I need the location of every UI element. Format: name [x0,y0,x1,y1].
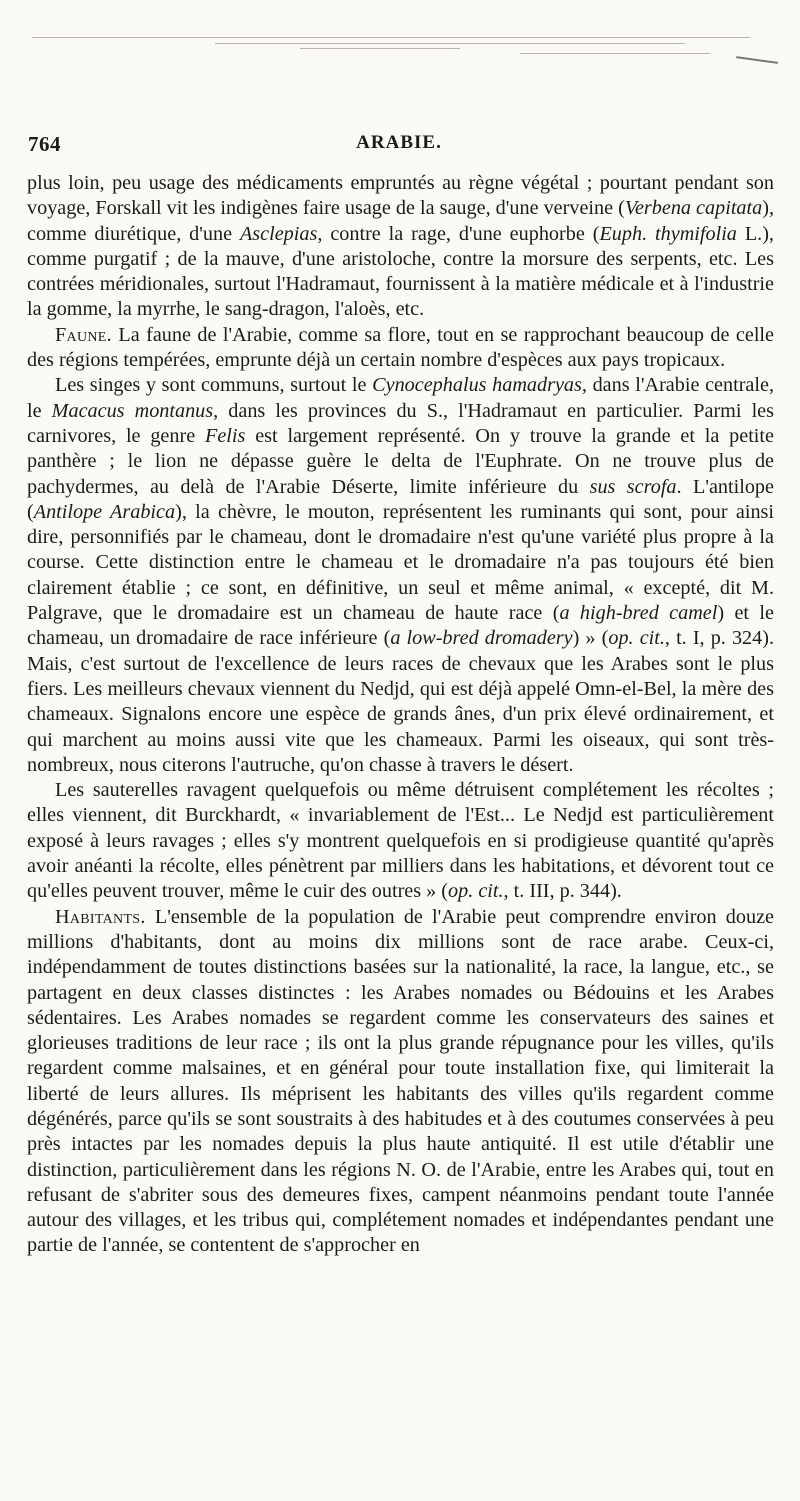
section-label: Habitants. [55,905,146,928]
top-rule [32,37,750,38]
italic-text: a high-bred camel [559,602,718,625]
italic-text: sus scrofa [589,475,677,498]
italic-text: Asclepias [239,222,318,245]
text-run: dans l'Arabie centrale, le [27,374,774,422]
top-rule [520,53,710,54]
text-run: L.), comme purgatif ; de la mauve, d'une aristoloche, contre la morsure des serpents, etc. Les contrées méridionales, surtout l'Hadramaut, fournissent à la matière médicale et à l'industrie la gomme, la myrrhe, le sang-dragon, l'aloès, etc. [27,222,774,321]
text-run: La faune de l'Arabie, comme sa flore, tout en se rapprochant beaucoup de celle des régions tempérées, emprunte déjà un certain nombre d'espèces aux pays tropicaux. [27,323,774,372]
text-run: ) » ( [572,627,609,650]
paragraph [27,905,774,1259]
text-run: L'ensemble de la population de l'Arabie peut comprendre environ douze millions d'habitants, dont au moins dix millions sont de race arabe. Ceux-ci, indépendamment de toutes distinctions basées sur la nationalité, la race, la langue, etc., se partagent en deux classes distinctes : les Arabes nomades ou Bédouins et les Arabes sédentaires. Les Arabes nomades se regardent comme les conservateurs des saines et glorieuses traditions de leur race ; ils ont la plus grande répugnance pour les villes, qu'ils regardent comme malsaines, et en général pour toute installation fixe, qui limiterait la liberté de leurs allures. Ils méprisent les habitants des villes qu'ils regardent comme dégénérés, parce qu'ils se sont soustraits à des habitudes et à des coutumes conservées à peu près intactes par les nomades depuis la plus haute antiquité. Il est utile d'établir une distinction, particulièrement dans les régions N. O. de l'Arabie, entre les Arabes qui, tout en refusant de s'abriter sous des demeures fixes, campent néanmoins pendant toute l'année autour des villages, et les tribus qui, complétement nomades et indépendantes pendant une partie de l'année, se contentent de s'approcher en [27,905,774,1257]
top-rule [300,48,460,49]
text-run: , contre la rage, d'une euphorbe ( [317,222,600,245]
text-run: , dans les provinces du S., l'Hadramaut en particulier. Parmi les carnivores, le genre [27,399,774,447]
italic-text: Euph. thymifolia [599,222,737,245]
running-head: ARABIE. [356,132,442,153]
text-run: ), la chèvre, le mouton, représentent les ruminants qui sont, pour ainsi dire, personnifiés par le chameau, dont le dromadaire n'est qu'une variété plus propre à la course. Cette distinction entre le chameau et le dromadaire n'a pas toujours été bien clairement établie ; ce sont, en définitive, un seul et même animal, « excepté, dit M. Palgrave, que le dromadaire est un chameau de haute race ( [27,500,774,625]
italic-text: Macacus montanus [51,399,214,422]
italic-text: op. cit. [448,880,504,903]
italic-text: Verbena capitata [624,197,763,220]
text-run: , t. III, p. 344). [503,880,622,903]
text-run: ) et le chameau, un dromadaire de race inférieure ( [27,602,774,650]
top-rule [215,43,685,44]
text-run: ), comme diurétique, d'une [27,197,774,245]
page-number: 764 [28,132,61,156]
italic-text: a low-bred dromadery [390,627,573,650]
text-run: est largement représenté. On y trouve la grande et la petite panthère ; le lion ne dépasse guère le delta de l'Euphrate. On ne trouve plus de pachydermes, au delà de l'Arabie Déserte, limite inférieure du [27,424,774,498]
paragraph [27,323,774,374]
page-header [28,132,770,162]
body-text [27,171,774,1259]
section-label: Faune. [55,323,112,346]
text-run: plus loin, peu usage des médicaments empruntés au règne végétal ; pourtant pendant son voyage, Forskall vit les indigènes faire usage de la sauge, d'une verveine ( [27,172,774,220]
italic-text: Antilope Arabica [33,500,176,523]
italic-text: Felis [205,424,246,447]
paragraph [27,373,774,778]
paragraph [27,171,774,323]
margin-mark [736,56,778,65]
text-run: . L'antilope ( [27,475,774,523]
paragraph [27,778,774,904]
italic-text: Cynocephalus hamadryas, [372,374,587,397]
text-run: , t. I, p. 324). Mais, c'est surtout de l'excellence de leurs races de chevaux que les Arabes sont le plus fiers. Les meilleurs chevaux viennent du Nedjd, qui est déjà appelé Omn-el-Bel, la mère des chameaux. Signalons encore une espèce de grands ânes, d'un prix élevé ordinairement, et qui marchent au moins aussi vite que les chameaux. Parmi les oiseaux, qui sont très-nombreux, nous citerons l'autruche, qu'on chasse à travers le désert. [27,627,774,776]
text-run: Les sauterelles ravagent quelquefois ou même détruisent complétement les récoltes ; elles viennent, dit Burckhardt, « invariablement de l'Est... Le Nedjd est particulièrement exposé à leurs ravages ; elles s'y montrent quelquefois en si prodigieuse quantité qu'après avoir anéanti la récolte, elles pénètrent par milliers dans les habitations, et dévorent tout ce qu'elles peuvent trouver, même le cuir des outres » ( [27,779,774,903]
italic-text: op. cit. [608,627,665,650]
text-run: Les singes y sont communs, surtout le [55,374,373,397]
